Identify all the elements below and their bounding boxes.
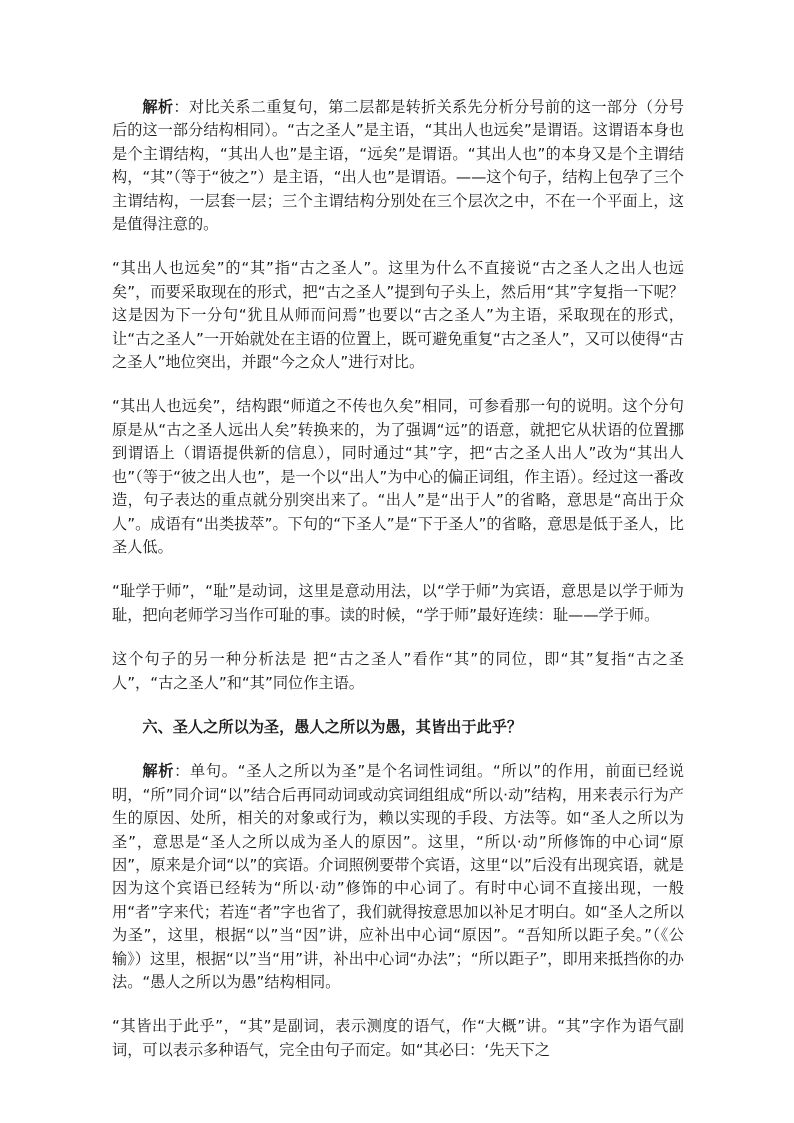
analysis-label: 解析 [142, 98, 174, 116]
paragraph-5: 这个句子的另一种分析法是 把“古之圣人”看作“其”的同位，即“其”复指“古之圣人”，“古之圣人”和“其”同位作主语。 [112, 650, 684, 692]
section-heading-6: 六、圣人之所以为圣，愚人之所以为愚，其皆出于此乎？ [142, 717, 523, 736]
analysis-label: 解析 [142, 762, 175, 781]
paragraph-7: “其皆出于此乎”，“其”是副词，表示测度的语气，作“大概”讲。“其”字作为语气副词，可以表示多种语气，完全由句子而定。如“其必曰：‘先天下之 [112, 1017, 684, 1059]
paragraph-4: “耻学于师”，“耻”是动词，这里是意动用法，以“学于师”为宾语，意思是以学于师为耻，把向老师学习当作可耻的事。读的时候，“学于师”最好连续：耻——学于师。 [112, 582, 684, 624]
paragraph-analysis-1 [112, 96, 684, 236]
analysis-text: ：对比关系二重复句，第二层都是转折关系先分析分号前的这一部分（分号后的这一部分结构相同）。“古之圣人”是主语，“其出人也远矣”是谓语。这谓语本身也是个主谓结构，“其出人也”是主语，“远矣”是谓语。“其出人也”的本身又是个主谓结构，“其”（等于“彼之”）是主语，“出人也”是谓语。——这个句子，结构上包孕了三个主谓结构，一层套一层；三个主谓结构分别处在三个层次之中，不在一个平面上，这是值得注意的。 [112, 98, 685, 234]
paragraph-2: “其出人也远矣”的“其”指“古之圣人”。这里为什么不直接说“古之圣人之出人也远矣”，而要采取现在的形式，把“古之圣人”提到句子头上，然后用“其”字复指一下呢？这是因为下一分句“犹且从师而问焉”也要以“古之圣人”为主语，采取现在的形式，让“古之圣人”一开始就处在主语的位置上，既可避免重复“古之圣人”，又可以使得“古之圣人”地位突出，并跟“今之众人”进行对比。 [112, 259, 684, 372]
paragraph-analysis-6 [112, 760, 684, 994]
analysis-text: ：单句。“圣人之所以为圣”是个名词性词组。“所以”的作用，前面已经说明，“所”同介词“以”结合后再同动词或动宾词组组成“所以·动”结构，用来表示行为产生的原因、处所，相关的对象或行为，赖以实现的手段、方法等。如“圣人之所以为圣”，意思是“圣人之所以成为圣人的原因”。这里，“所以·动”所修饰的中心词“原因”，原来是介词“以”的宾语。介词照例要带个宾语，这里“以”后没有出现宾语，就是因为这个宾语已经转为“所以·动”修饰的中心词了。有时中心词不直接出现，一般用“者”字来代；若连“者”字也省了，我们就得按意思加以补足才明白。如“圣人之所以为圣”，这里，根据“以”当“因”讲，应补出中心词“原因”。“吾知所以距子矣。”（《公输》）这里，根据“以”当“用”讲，补出中心词“办法”；“所以距子”，即用来抵挡你的办法。“愚人之所以为愚”结构相同。 [112, 762, 685, 991]
document-page [112, 96, 684, 1083]
paragraph-3: “其出人也远矣”，结构跟“师道之不传也久矣”相同，可参看那一句的说明。这个分句原是从“古之圣人远出人矣”转换来的，为了强调“远”的语意，就把它从状语的位置挪到谓语上（谓语提供新的信息），同时通过“其”字，把“古之圣人出人”改为“其出人也”（等于“彼之出人也”，是一个以“出人”为中心的偏正词组，作主语）。经过这一番改造，句子表达的重点就分别突出来了。“出人”是“出于人”的省略，意思是“高出于众人”。成语有“出类拔萃”。下句的“下圣人”是“下于圣人”的省略，意思是低于圣人，比圣人低。 [112, 397, 684, 556]
